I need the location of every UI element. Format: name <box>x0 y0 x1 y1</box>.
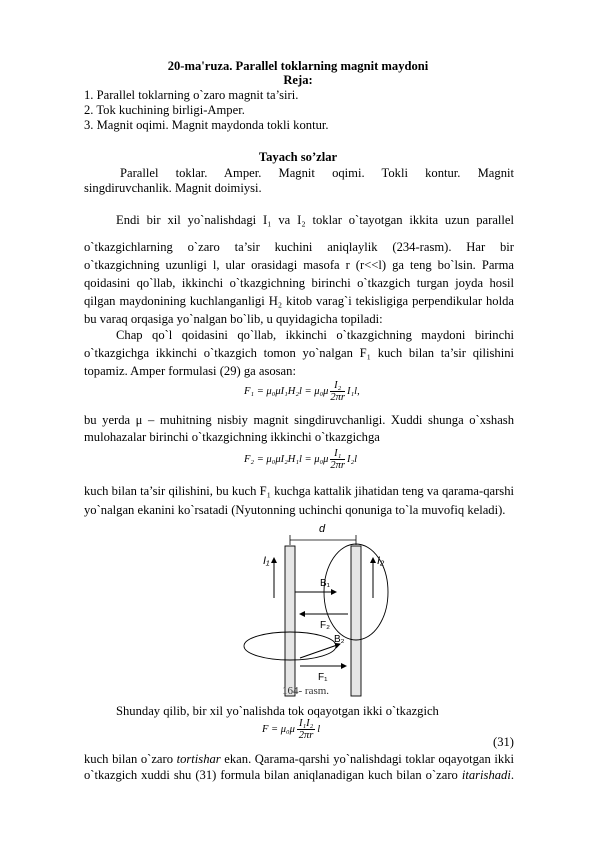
formula-rhs: l <box>317 723 321 735</box>
paragraph-line: bu yerda μ – muhitning nisbiy magnit singdiruvchanligi. Xuddi shunga o`xshash <box>84 413 514 427</box>
paragraph-line: o`tkazgichning uzunligi l, ular orasidagi masofa r (r<<l) ga teng bo`lsin. Parma <box>84 258 514 272</box>
formula-f2 <box>244 448 357 471</box>
parallel-conductors-figure <box>230 518 410 698</box>
fraction-denominator: 2πr <box>330 392 346 403</box>
formula-lhs: F = μ₀μ <box>262 723 295 735</box>
plan-item: 2. Tok kuchining birligi-Amper. <box>84 103 245 117</box>
formula-rhs: I₁l <box>347 385 358 397</box>
keywords-line: singdiruvchanlik. Magnit doimiysi. <box>84 181 262 195</box>
fraction-numerator: I₁I₂ <box>298 718 314 729</box>
label-b1: B₁ <box>320 578 331 589</box>
lecture-title: 20-ma'ruza. Parallel toklarning magnit maydoni <box>167 59 429 73</box>
label-f1: F₁ <box>318 672 328 683</box>
paragraph-line: yo`nalgan ekanini ko`rsatadi (Nyutonning uchinchi qonuniga to`la muvofiq keladi). <box>84 503 506 517</box>
current-label-2: I₂ <box>377 555 385 567</box>
paragraph-line: mulohazalar birinchi o`tkazgichning ikkinchi o`tkazgichga <box>84 430 380 444</box>
formula-lhs: F₂ = μ₀μI₂H₁l = μ₀μ <box>244 453 329 465</box>
formula-fraction <box>297 718 315 741</box>
text-run: kuch bilan o`zaro <box>84 752 177 766</box>
emphasis: itarishadi <box>461 768 511 782</box>
paragraph-line: Chap qo`l qoidasini qo`llab, ikkinchi o`tkazgichning maydoni birinchi <box>116 328 514 342</box>
formula-f <box>262 718 320 741</box>
current-label-1: I₁ <box>263 555 270 567</box>
text-run: ekan. Qarama-qarshi yo`nalishdagi toklar oqayotgan ikki <box>220 752 514 766</box>
plan-heading: Reja: <box>283 73 313 87</box>
fraction-numerator: I₁ <box>330 448 345 460</box>
fraction-denominator: 2πr <box>330 460 346 471</box>
vector-b2 <box>300 644 340 658</box>
paragraph-line <box>84 752 514 766</box>
paragraph-line: qoidasini qo`llab, ikkinchi o`tkazgichning birinchi o`tkazgich turgan joyda hosil <box>84 276 514 290</box>
distance-label: d <box>319 523 326 535</box>
formula-lhs: F₁ = μ₀μI₁H₂l = μ₀μ <box>244 385 329 397</box>
plan-item: 1. Parallel toklarning o`zaro magnit ta’siri. <box>84 88 299 102</box>
paragraph-line: bu varaq orqasiga yo`nalgan bo`lib, u quyidagicha topiladi: <box>84 312 383 326</box>
formula-fraction <box>330 448 345 471</box>
formula-comma: , <box>357 385 360 397</box>
formula-f1 <box>244 380 360 403</box>
paragraph-line: o`tkazgichlarning o`zaro ta’sir kuchini aniqlaylik (234-rasm). Har bir <box>84 240 514 254</box>
paragraph-line: Shunday qilib, bir xil yo`nalishda tok oqayotgan ikki o`tkazgich <box>116 704 439 718</box>
paragraph-line: qilgan maydonining kuchlanganligi H₂ kitob varag`i tekisligiga perpendikular holda <box>84 294 514 308</box>
paragraph-line <box>84 768 514 782</box>
formula-rhs: I₂l <box>347 453 358 465</box>
fraction-numerator: I₂ <box>330 380 345 392</box>
paragraph-line: Endi bir xil yo`nalishdagi I₁ va I₂ toklar o`tayotgan ikkita uzun parallel <box>116 213 514 227</box>
paragraph-line: topamiz. Amper formulasi (29) ga asosan: <box>84 364 296 378</box>
label-b2: B₂ <box>334 634 345 645</box>
label-f2: F₂ <box>320 620 330 631</box>
figure-caption: 164- rasm. <box>282 685 330 697</box>
conductor-1 <box>285 546 295 696</box>
formula-fraction <box>330 380 345 403</box>
conductor-2 <box>351 546 361 696</box>
keywords-line: Parallel toklar. Amper. Magnit oqimi. Tokli kontur. Magnit <box>120 166 514 180</box>
paragraph-line: o`tkazgichga ikkinchi o`tkazgich tomon yo`nalgan F₁ kuch bilan ta’sir qilishini <box>84 346 514 360</box>
equation-number: (31) <box>493 735 514 749</box>
emphasis: tortishar <box>176 752 221 766</box>
text-run: o`tkazgich xuddi shu (31) formula bilan aniqlanadigan kuch bilan o`zaro <box>84 768 462 782</box>
text-run: . <box>510 768 514 782</box>
paragraph-line: kuch bilan ta’sir qilishini, bu kuch F₁ kuchga kattalik jihatidan teng va qarama-qarshi <box>84 484 514 498</box>
keywords-heading: Tayach so’zlar <box>258 150 338 164</box>
fraction-denominator: 2πr <box>298 730 314 741</box>
plan-item: 3. Magnit oqimi. Magnit maydonda tokli kontur. <box>84 118 329 132</box>
